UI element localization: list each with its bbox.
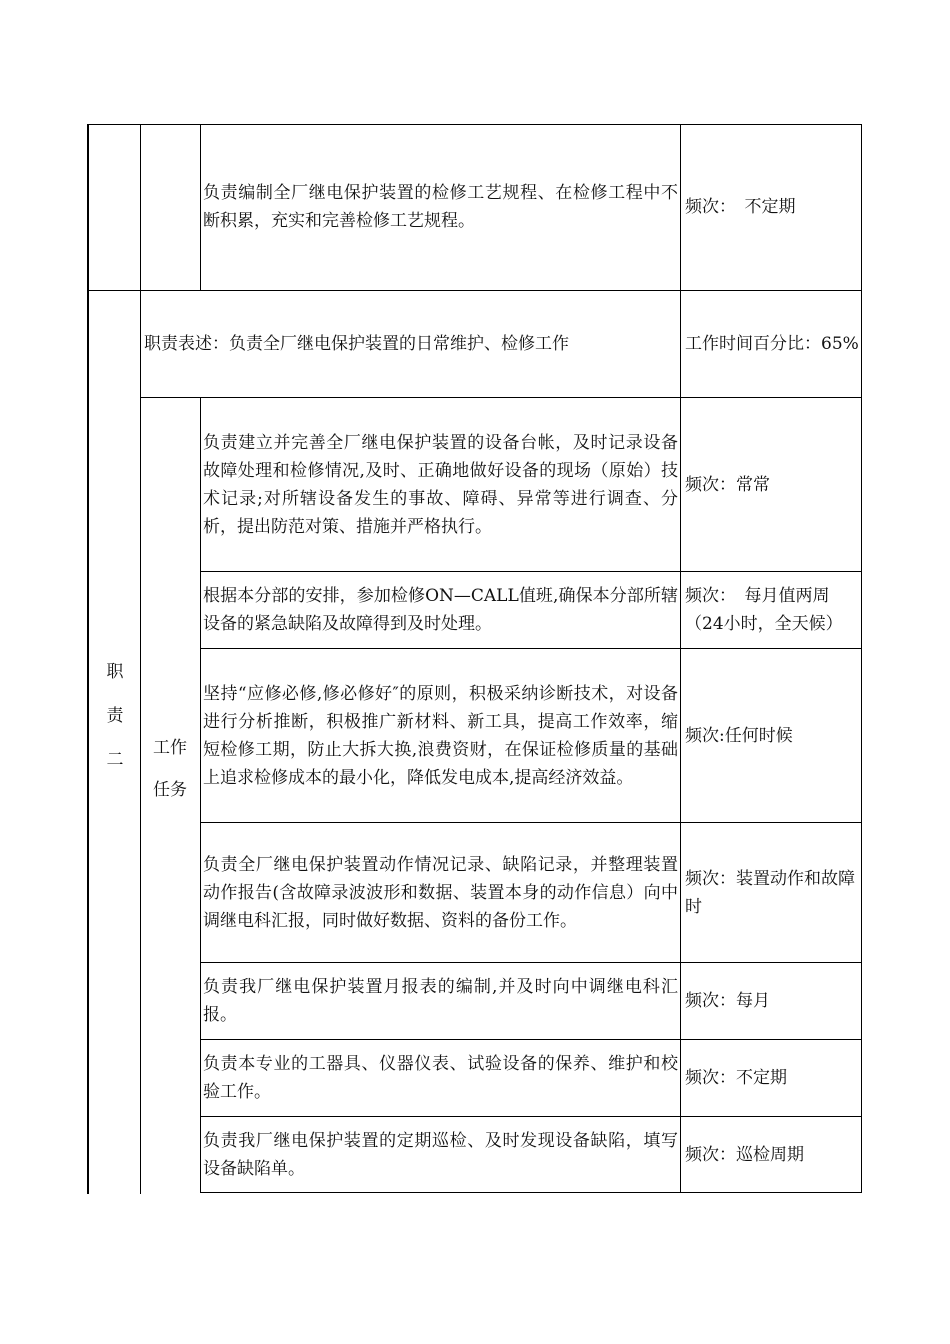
task-text: 负责本专业的工器具、仪器仪表、试验设备的保养、维护和校验工作。 xyxy=(203,1054,678,1102)
table-left-border xyxy=(87,124,89,1194)
task-text: 根据本分部的安排，参加检修ON—CALL值班,确保本分部所辖设备的紧急缺陷及故障得到及时处理。 xyxy=(203,586,678,634)
task-text: 负责我厂继电保护装置月报表的编制,并及时向中调继电科汇报。 xyxy=(203,977,678,1025)
column-divider xyxy=(140,124,141,1194)
duty-statement: 职责表述：负责全厂继电保护装置的日常维护、检修工作 xyxy=(144,334,569,354)
task-text: 负责全厂继电保护装置动作情况记录、缺陷记录，并整理装置动作报告(含故障录波波形和数据、装置本身的动作信息）向中调继电科汇报，同时做好数据、资料的备份工作。 xyxy=(203,854,678,931)
duty-label-char: 职 xyxy=(106,662,124,682)
task-cell xyxy=(200,398,680,571)
frequency-text: 频次：装置动作和故障时 xyxy=(685,868,855,917)
task-text: 负责我厂继电保护装置的定期巡检、及时发现设备缺陷，填写设备缺陷单。 xyxy=(203,1130,678,1179)
task-cell xyxy=(200,124,680,290)
task-text: 坚持“应修必修,修必修好″的原则，积极采纳诊断技术，对设备进行分析推断，积极推广新材料、新工具，提高工作效率，缩短检修工期，防止大拆大换,浪费资财，在保证检修质量的基础上追求检修成本的最小化，降低发电成本,提高经济效益。 xyxy=(203,683,678,788)
frequency-cell xyxy=(681,823,861,962)
task-cell xyxy=(200,963,680,1039)
frequency-text: 频次： 每月值两周（24小时，全天候） xyxy=(685,586,843,634)
task-cell xyxy=(200,572,680,648)
frequency-cell xyxy=(681,1117,861,1192)
frequency-text: 频次： 不定期 xyxy=(685,197,796,217)
table-right-border xyxy=(861,124,862,1193)
time-percent-cell xyxy=(681,291,861,397)
duty-label-char: 二 xyxy=(106,750,124,770)
frequency-cell xyxy=(681,649,861,822)
task-text: 负责建立并完善全厂继电保护装置的设备台帐，及时记录设备故障处理和检修情况,及时、正确地做好设备的现场（原始）技术记录;对所辖设备发生的事故、障碍、异常等进行调查、分析，提出防范对策、措施并严格执行。 xyxy=(203,432,678,537)
duty-statement-cell xyxy=(141,291,680,397)
task-cell xyxy=(200,823,680,962)
task-label-line: 工作 xyxy=(153,738,187,758)
frequency-text: 频次：常常 xyxy=(685,474,770,495)
frequency-cell xyxy=(681,1040,861,1116)
task-label-line: 任务 xyxy=(153,780,187,800)
frequency-text: 频次：每月 xyxy=(685,991,770,1011)
row-divider xyxy=(200,1192,862,1193)
frequency-text: 频次：不定期 xyxy=(685,1068,787,1088)
time-percent: 工作时间百分比：65% xyxy=(685,334,859,354)
task-cell xyxy=(200,649,680,822)
task-cell xyxy=(200,1117,680,1192)
frequency-cell xyxy=(681,572,861,648)
frequency-text: 频次：巡检周期 xyxy=(685,1144,804,1165)
frequency-cell xyxy=(681,124,861,290)
task-cell xyxy=(200,1040,680,1116)
frequency-cell xyxy=(681,398,861,571)
duty-label-char: 责 xyxy=(106,706,124,726)
task-text: 负责编制全厂继电保护装置的检修工艺规程、在检修工程中不断积累，充实和完善检修工艺规程。 xyxy=(203,183,678,231)
frequency-text: 频次:任何时候 xyxy=(685,725,793,746)
frequency-cell xyxy=(681,963,861,1039)
